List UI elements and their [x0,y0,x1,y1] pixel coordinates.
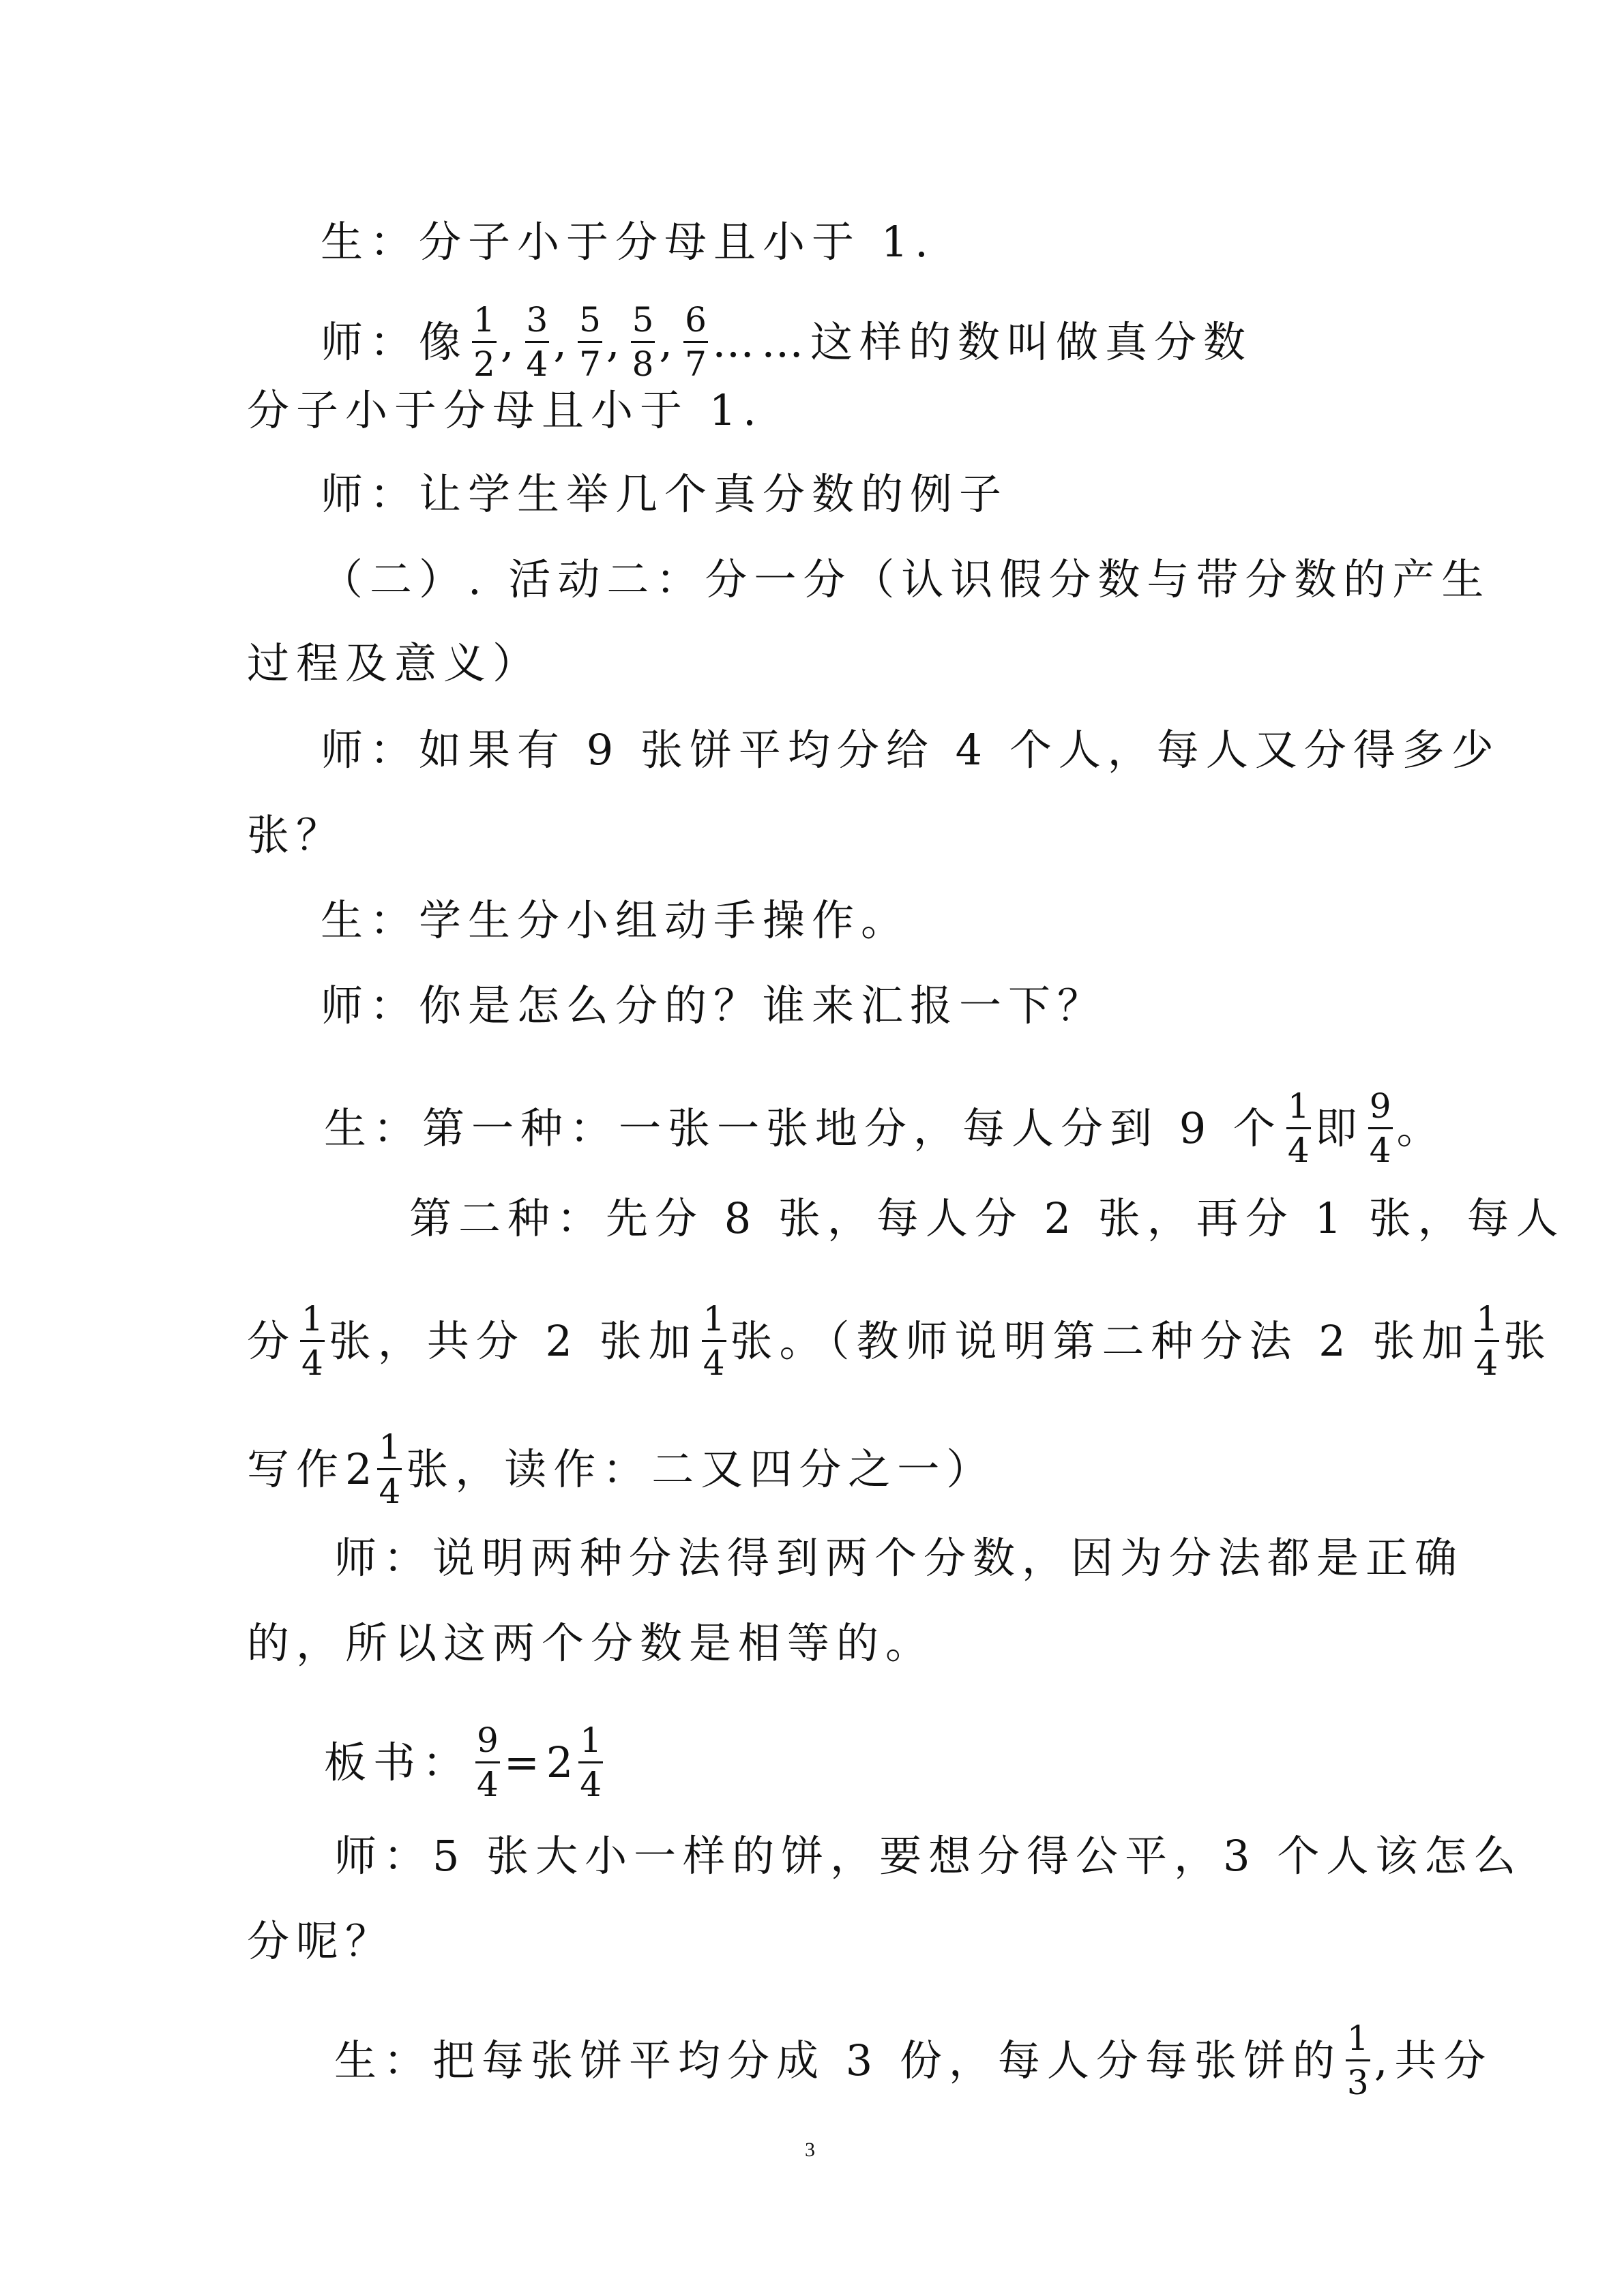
fraction-denominator: 4 [301,1343,323,1383]
fraction [1346,2018,1370,2102]
fraction [578,1720,603,1804]
text-run: 师：让学生举几个真分数的例子 [321,469,1009,519]
text-line [247,1916,395,1966]
fraction-denominator: 4 [526,344,548,384]
text-run: 师：你是怎么分的？谁来汇报一下？ [321,981,1107,1030]
fraction [578,300,602,384]
text-run: , [659,316,680,367]
fraction-numerator: 1 [472,303,497,343]
text-run: （二）. 活动二：分一分（认识假分数与带分数的产生 [321,554,1491,604]
fraction [1286,1086,1311,1170]
fraction-numerator: 1 [377,1430,402,1470]
fraction-denominator: 7 [685,344,707,384]
fraction-denominator: 3 [1346,2063,1369,2102]
text-line [247,1618,935,1668]
text-run: 即 [1314,1103,1364,1153]
mixed-number [546,1720,607,1804]
text-run: 生：学生分小组动手操作。 [321,895,911,945]
fraction [472,300,497,384]
mixed-number-whole: 2 [345,1444,372,1494]
text-run: 张。（教师说明第二种分法 2 张加 [730,1315,1471,1366]
text-line [321,895,911,945]
text-line [334,1831,1523,1881]
text-run: , [553,316,574,367]
text-line [321,725,1501,775]
fraction-denominator: 4 [477,1765,499,1804]
fraction-numerator: 1 [1346,2021,1370,2061]
text-line [324,1720,607,1804]
text-run: 的，所以这两个分数是相等的。 [247,1618,935,1668]
text-run: 写作 [247,1444,346,1494]
text-line [247,638,542,688]
fraction [1475,1299,1499,1383]
text-run: 分子小于分母且小于 1. [247,385,763,435]
text-run: 张 [1503,1315,1553,1366]
fraction [1368,1086,1393,1170]
fraction-numerator: 5 [578,303,602,343]
text-line [334,2018,1493,2102]
text-line [247,1299,1553,1383]
text-line [334,1533,1464,1583]
fraction-denominator: 4 [379,1472,401,1511]
fraction-denominator: 4 [1476,1343,1498,1383]
fraction-denominator: 8 [632,344,654,384]
text-run: 生：第一种：一张一张地分，每人分到 9 个 [324,1103,1282,1153]
fraction-numerator: 1 [1286,1089,1311,1129]
fraction-denominator: 7 [579,344,601,384]
text-run: ,共分 [1374,2035,1493,2085]
text-line [324,1086,1446,1170]
text-line [321,981,1107,1030]
fraction-denominator: 4 [703,1343,725,1383]
text-run: 生：分子小于分母且小于 1. [321,217,935,267]
text-run: = [503,1737,546,1787]
text-line [321,469,1009,519]
text-run: , [606,316,627,367]
fraction [377,1427,402,1511]
fraction-numerator: 1 [300,1302,325,1342]
fraction-denominator: 4 [1287,1131,1310,1170]
text-run: 。 [1396,1103,1446,1153]
fraction [475,1720,500,1804]
fraction-numerator: 1 [702,1302,726,1342]
text-run: 师：5 张大小一样的饼，要想分得公平，3 个人该怎么 [334,1831,1523,1881]
mixed-number-whole: 2 [546,1737,574,1787]
fraction [631,300,655,384]
fraction-denominator: 2 [473,344,495,384]
fraction [702,1299,726,1383]
mixed-number [345,1427,406,1511]
text-run: 分呢？ [247,1916,395,1966]
text-line [321,554,1491,604]
text-run: 张，读作：二又四分之一） [406,1444,996,1494]
text-run: 第二种：先分 8 张，每人分 2 张，再分 1 张，每人 [409,1193,1565,1243]
text-line [321,300,1252,384]
fraction-numerator: 9 [1368,1089,1393,1129]
fraction-numerator: 1 [578,1723,603,1763]
text-line [247,1427,996,1511]
text-run: 师：像 [321,316,469,367]
fraction-numerator: 5 [631,303,655,343]
text-run: 张？ [247,810,346,860]
fraction-numerator: 9 [475,1723,500,1763]
fraction [525,300,550,384]
text-run: , [500,316,521,367]
text-line [247,385,763,435]
fraction-numerator: 1 [1475,1302,1499,1342]
text-run: 生：把每张饼平均分成 3 份，每人分每张饼的 [334,2035,1342,2085]
text-run: 过程及意义） [247,638,542,688]
fraction-numerator: 3 [525,303,550,343]
fraction-numerator: 6 [683,303,708,343]
text-line [321,217,935,267]
fraction-denominator: 4 [1369,1131,1391,1170]
text-run: 分 [247,1315,297,1366]
page-number: 3 [805,2138,815,2161]
text-run: 师：说明两种分法得到两个分数，因为分法都是正确 [334,1533,1464,1583]
text-run: ……这样的数叫做真分数 [711,316,1252,367]
text-run: 张，共分 2 张加 [328,1315,698,1366]
text-run: 师：如果有 9 张饼平均分给 4 个人，每人又分得多少 [321,725,1501,775]
text-line [409,1193,1565,1243]
fraction-denominator: 4 [580,1765,602,1804]
fraction [300,1299,325,1383]
fraction [683,300,708,384]
text-run: 板书： [324,1737,472,1787]
text-line [247,810,346,860]
